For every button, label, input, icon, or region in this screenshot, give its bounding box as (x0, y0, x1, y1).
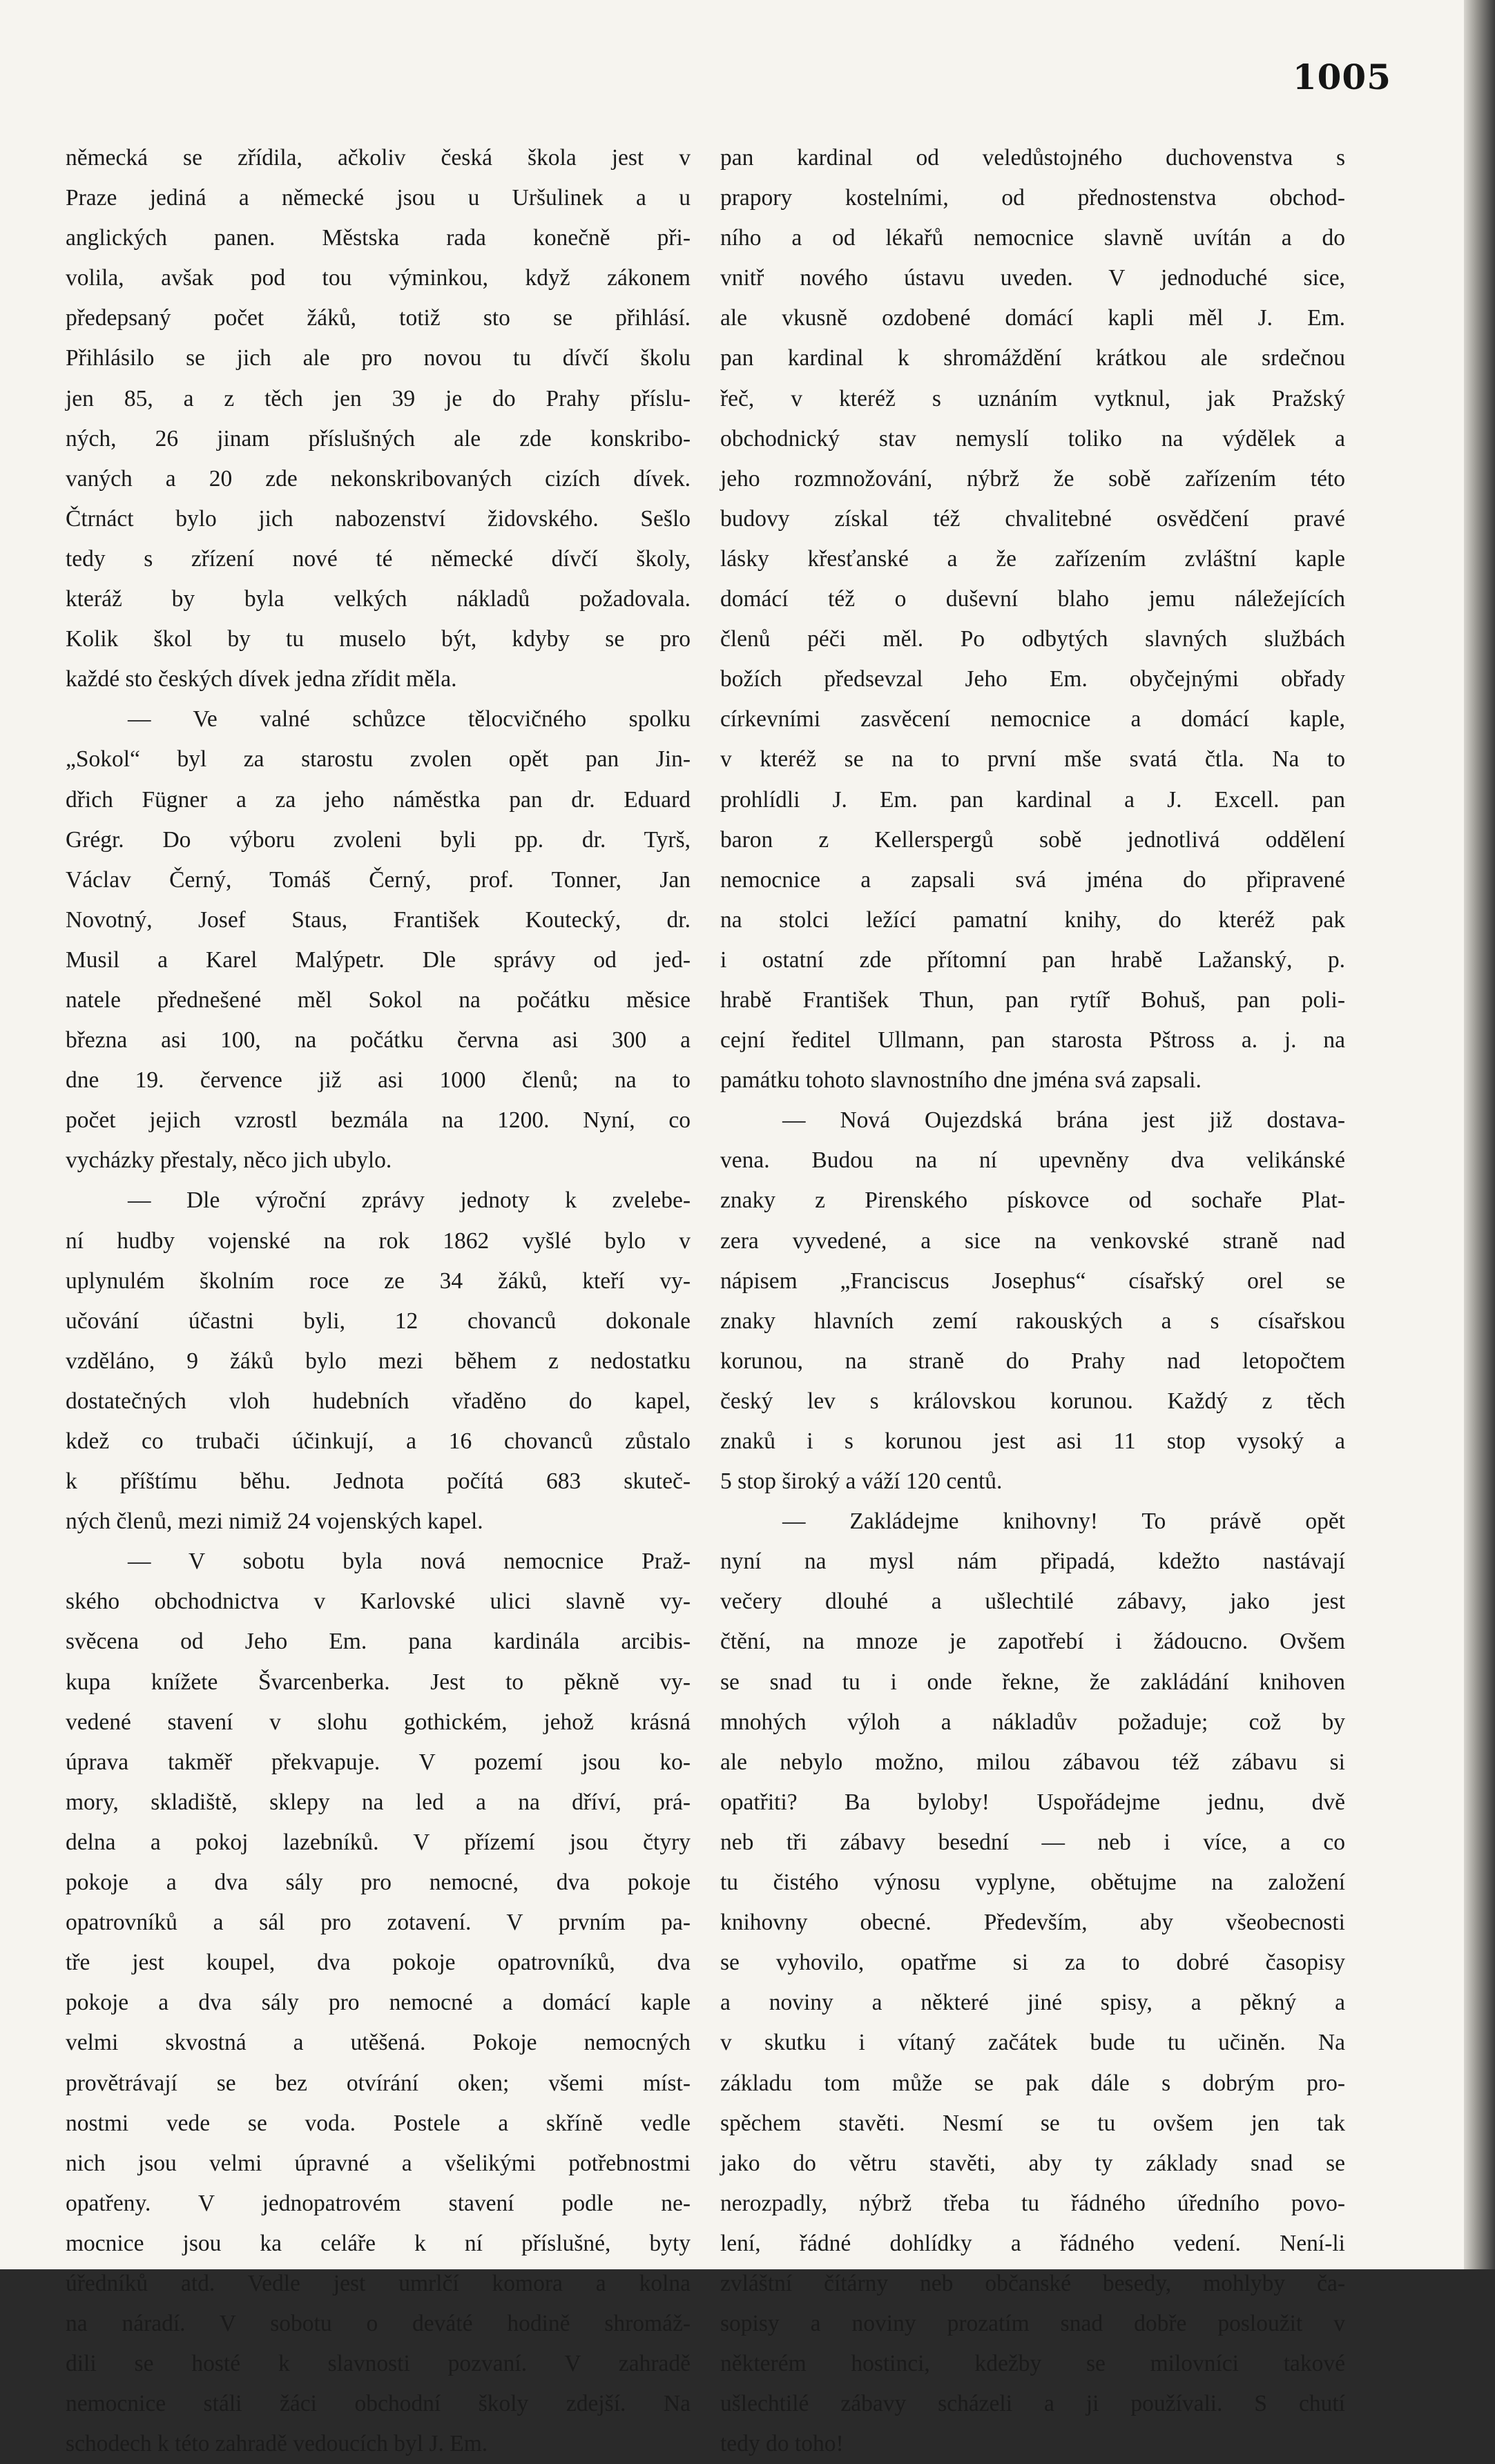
text-line: i ostatní zde přítomní pan hrabě Lažanský, p. (720, 947, 1345, 973)
text-line: zera vyvedené, a sice na venkovské straně nad (720, 1228, 1345, 1254)
text-line: — Nová Oujezdská brána jest již dostava- (782, 1107, 1345, 1134)
text-line: Musil a Karel Malýpetr. Dle správy od jed- (66, 947, 691, 973)
text-line: na stolci ležící pamatní knihy, do kteréž pak (720, 906, 1345, 933)
text-line: svěcena od Jeho Em. pana kardinála arcibis- (66, 1629, 691, 1655)
text-line: v skutku i vítaný začátek bude tu učiněn. Na (720, 2030, 1345, 2056)
text-line: — Dle výroční zprávy jednoty k zvelebe- (128, 1187, 691, 1214)
text-line: tře jest koupel, dva pokoje opatrovníků, dva (66, 1950, 691, 1976)
text-line: tedy s zřízení nové té německé dívčí školy, (66, 545, 691, 572)
text-line: kdež co trubači účinkují, a 16 chovanců zůstalo (66, 1428, 691, 1454)
text-line: nostmi vede se voda. Postele a skříně vedle (66, 2110, 691, 2136)
text-line: kupa knížete Švarcenberka. Jest to pěkně vy- (66, 1669, 691, 1695)
text-line: nich jsou velmi úpravné a všelikými potřebnostmi (66, 2150, 691, 2176)
text-line: hrabě František Thun, pan rytíř Bohuš, pan poli- (720, 987, 1345, 1013)
text-line: dne 19. července již asi 1000 členů; na to (66, 1067, 691, 1094)
text-line: opatřiti? Ba byloby! Uspořádejme jednu, dvě (720, 1789, 1345, 1815)
text-line: nápisem „Franciscus Josephus“ císařský orel se (720, 1268, 1345, 1294)
text-line: pan kardinal k shromáždění krátkou ale srdečnou (720, 345, 1345, 371)
text-line: nyní na mysl nám připadá, kdežto nastávají (720, 1549, 1345, 1575)
left-column (66, 138, 691, 2464)
text-line: se vyhovilo, opatřme si za to dobré časopisy (720, 1950, 1345, 1976)
text-line: ale nebylo možno, milou zábavou též zábavu si (720, 1749, 1345, 1775)
text-line: v kteréž se na to první mše svatá čtla. Na to (720, 746, 1345, 773)
right-column (720, 138, 1345, 2464)
text-line: základu tom může se pak dále s dobrým pro- (720, 2070, 1345, 2096)
text-line: mocnice jsou ka celáře k ní příslušné, byty (66, 2230, 691, 2256)
text-line: památku tohoto slavnostního dne jména svá zapsali. (720, 1067, 1202, 1094)
text-line: Přihlásilo se jich ale pro novou tu dívčí školu (66, 345, 691, 371)
text-line: na náradí. V sobotu o deváté hodině shromáž- (66, 2311, 691, 2337)
text-line: božích předsevzal Jeho Em. obyčejnými obřady (720, 666, 1345, 692)
text-line: nerozpadly, nýbrž třeba tu řádného úředního povo- (720, 2190, 1345, 2216)
text-line: nemocnice stáli žáci obchodní školy zdejší. Na (66, 2391, 691, 2417)
text-line: provětrávají se bez otvírání oken; všemi míst- (66, 2070, 691, 2096)
text-line: nemocnice a zapsali svá jména do připravené (720, 866, 1345, 893)
text-line: opatrovníků a sál pro zotavení. V prvním pa- (66, 1910, 691, 1936)
text-line: dostatečných vloh hudebních vřaděno do kapel, (66, 1388, 691, 1414)
text-line: prohlídli J. Em. pan kardinal a J. Excell. pan (720, 786, 1345, 813)
text-line: velmi skvostná a utěšená. Pokoje nemocných (66, 2030, 691, 2056)
text-line: kteráž by byla velkých nákladů požadovala. (66, 586, 691, 612)
text-line: mnohých výloh a nákladův požaduje; což by (720, 1709, 1345, 1735)
text-line: znaky z Pirenského pískovce od sochaře Plat- (720, 1187, 1345, 1214)
text-line: Čtrnáct bylo jich nabozenství židovského. Sešlo (66, 505, 691, 532)
text-line: členů péči měl. Po odbytých slavných službách (720, 626, 1345, 652)
text-line: neb tři zábavy besední — neb i více, a co (720, 1829, 1345, 1855)
text-line: baron z Kellerspergů sobě jednotlivá oddělení (720, 826, 1345, 853)
text-line: ní hudby vojenské na rok 1862 vyšlé bylo v (66, 1228, 691, 1254)
text-line: Grégr. Do výboru zvoleni byli pp. dr. Tyrš, (66, 826, 691, 853)
text-line: ale vkusně ozdobené domácí kapli měl J. Em. (720, 305, 1345, 331)
text-line: vzděláno, 9 žáků bylo mezi během z nedostatku (66, 1348, 691, 1374)
text-line: český lev s královskou korunou. Každý z těch (720, 1388, 1345, 1414)
text-line: jako do větru stavěti, aby ty základy snad se (720, 2150, 1345, 2176)
text-line: jeho rozmnožování, nýbrž že sobě zařízením této (720, 465, 1345, 492)
text-line: domácí též o duševní blaho jemu náležejících (720, 586, 1345, 612)
page-edge-shadow (1464, 0, 1495, 2269)
text-line: budovy získal též chvalitebné osvědčení pravé (720, 505, 1345, 532)
text-line: a noviny a některé jiné spisy, a pěkný a (720, 1990, 1345, 2016)
text-line: obchodnický stav nemyslí toliko na výdělek a (720, 425, 1345, 452)
text-line: — Ve valné schůzce tělocvičného spolku (128, 706, 691, 733)
text-line: korunou, na straně do Prahy nad letopočtem (720, 1348, 1345, 1374)
text-line: tedy do toho! (720, 2431, 844, 2457)
text-line: řeč, v kteréž s uznáním vytknul, jak Pražský (720, 385, 1345, 411)
text-line: úředníků atd. Vedle jest umrlčí komora a kolna (66, 2270, 691, 2296)
text-line: — V sobotu byla nová nemocnice Praž- (128, 1549, 691, 1575)
text-line: některém hostinci, kdežby se milovníci takové (720, 2351, 1345, 2377)
text-line: lásky křesťanské a že zařízením zvláštní kaple (720, 545, 1345, 572)
text-line: znaky hlavních zemí rakouských a s císařskou (720, 1308, 1345, 1334)
text-line: prapory kostelními, od přednostenstva obchod- (720, 185, 1345, 211)
text-line: ského obchodnictva v Karlovské ulici slavně vy- (66, 1589, 691, 1615)
text-line: německá se zřídila, ačkoliv česká škola jest v (66, 145, 691, 171)
text-line: vedené stavení v slohu gothickém, jehož krásná (66, 1709, 691, 1735)
text-line: pan kardinal od veledůstojného duchovenstva s (720, 145, 1345, 171)
text-line: ných, 26 jinam příslušných ale zde konskribo- (66, 425, 691, 452)
text-line: ušlechtilé zábavy scházeli a ji používali. S chutí (720, 2391, 1345, 2417)
page-number: 1005 (1292, 57, 1391, 97)
text-line: znaků i s korunou jest asi 11 stop vysoký a (720, 1428, 1345, 1454)
text-line: Kolik škol by tu muselo být, kdyby se pro (66, 626, 691, 652)
text-line: lení, řádné dohlídky a řádného vedení. Není-li (720, 2230, 1345, 2256)
text-line: čtění, na mnoze je zapotřebí i žádoucno. Ovšem (720, 1629, 1345, 1655)
text-line: učování účastni byli, 12 chovanců dokonale (66, 1308, 691, 1334)
text-line: „Sokol“ byl za starostu zvolen opět pan Jin- (66, 746, 691, 773)
text-line: Praze jediná a německé jsou u Uršulinek a u (66, 185, 691, 211)
text-line: uplynulém školním roce ze 34 žáků, kteří vy- (66, 1268, 691, 1294)
text-line: opatřeny. V jednopatrovém stavení podle ne- (66, 2190, 691, 2216)
text-line: dili se hosté k slavnosti pozvaní. V zahradě (66, 2351, 691, 2377)
text-line: se snad tu i onde řekne, že zakládání knihoven (720, 1669, 1345, 1695)
text-line: sopisy a noviny prozatím snad dobře posloužit v (720, 2311, 1345, 2337)
text-line: schodech k této zahradě vedoucích byl J. Em. (66, 2431, 488, 2457)
text-line: večery dlouhé a ušlechtilé zábavy, jako jest (720, 1589, 1345, 1615)
text-line: mory, skladiště, sklepy na led a na dříví, prá- (66, 1789, 691, 1815)
text-line: knihovny obecné. Především, aby všeobecnosti (720, 1910, 1345, 1936)
text-line: dřich Fügner a za jeho náměstka pan dr. Eduard (66, 786, 691, 813)
text-line: 5 stop široký a váží 120 centů. (720, 1468, 1003, 1495)
text-line: církevními zasvěcení nemocnice a domácí kaple, (720, 706, 1345, 733)
text-line: ných členů, mezi nimiž 24 vojenských kapel. (66, 1509, 483, 1535)
text-line: předepsaný počet žáků, totiž sto se přihlásí. (66, 305, 691, 331)
text-line: každé sto českých dívek jedna zřídit měla. (66, 666, 457, 692)
text-line: — Zakládejme knihovny! To právě opět (782, 1509, 1345, 1535)
text-line: volila, avšak pod tou výminkou, když zákonem (66, 265, 691, 291)
text-line: vena. Budou na ní upevněny dva velikánské (720, 1147, 1345, 1174)
text-line: delna a pokoj lazebníků. V přízemí jsou čtyry (66, 1829, 691, 1855)
text-line: března asi 100, na počátku června asi 300 a (66, 1027, 691, 1054)
text-line: natele přednešené měl Sokol na počátku měsice (66, 987, 691, 1013)
text-line: k příštímu běhu. Jednota počítá 683 skuteč- (66, 1468, 691, 1495)
text-line: úprava takměř překvapuje. V pozemí jsou ko- (66, 1749, 691, 1775)
text-line: anglických panen. Městska rada konečně při- (66, 225, 691, 251)
text-line: spěchem stavěti. Nesmí se tu ovšem jen tak (720, 2110, 1345, 2136)
text-line: zvláštní čítárny neb občanské besedy, mohlyby ča- (720, 2270, 1345, 2296)
text-line: pokoje a dva sály pro nemocné, dva pokoje (66, 1870, 691, 1896)
text-line: Václav Černý, Tomáš Černý, prof. Tonner, Jan (66, 866, 691, 893)
text-line: vycházky přestaly, něco jich ubylo. (66, 1147, 392, 1174)
text-line: pokoje a dva sály pro nemocné a domácí kaple (66, 1990, 691, 2016)
text-line: počet jejich vzrostl bezmála na 1200. Nyní, co (66, 1107, 691, 1134)
text-line: vaných a 20 zde nekonskribovaných cizích dívek. (66, 465, 691, 492)
text-line: Novotný, Josef Staus, František Koutecký, dr. (66, 906, 691, 933)
text-line: vnitř nového ústavu uveden. V jednoduché sice, (720, 265, 1345, 291)
text-line: ního a od lékařů nemocnice slavně uvítán a do (720, 225, 1345, 251)
text-line: cejní ředitel Ullmann, pan starosta Pštross a. j. na (720, 1027, 1345, 1054)
text-line: jen 85, a z těch jen 39 je do Prahy příslu- (66, 385, 691, 411)
text-line: tu čistého výnosu vyplyne, obětujme na založení (720, 1870, 1345, 1896)
